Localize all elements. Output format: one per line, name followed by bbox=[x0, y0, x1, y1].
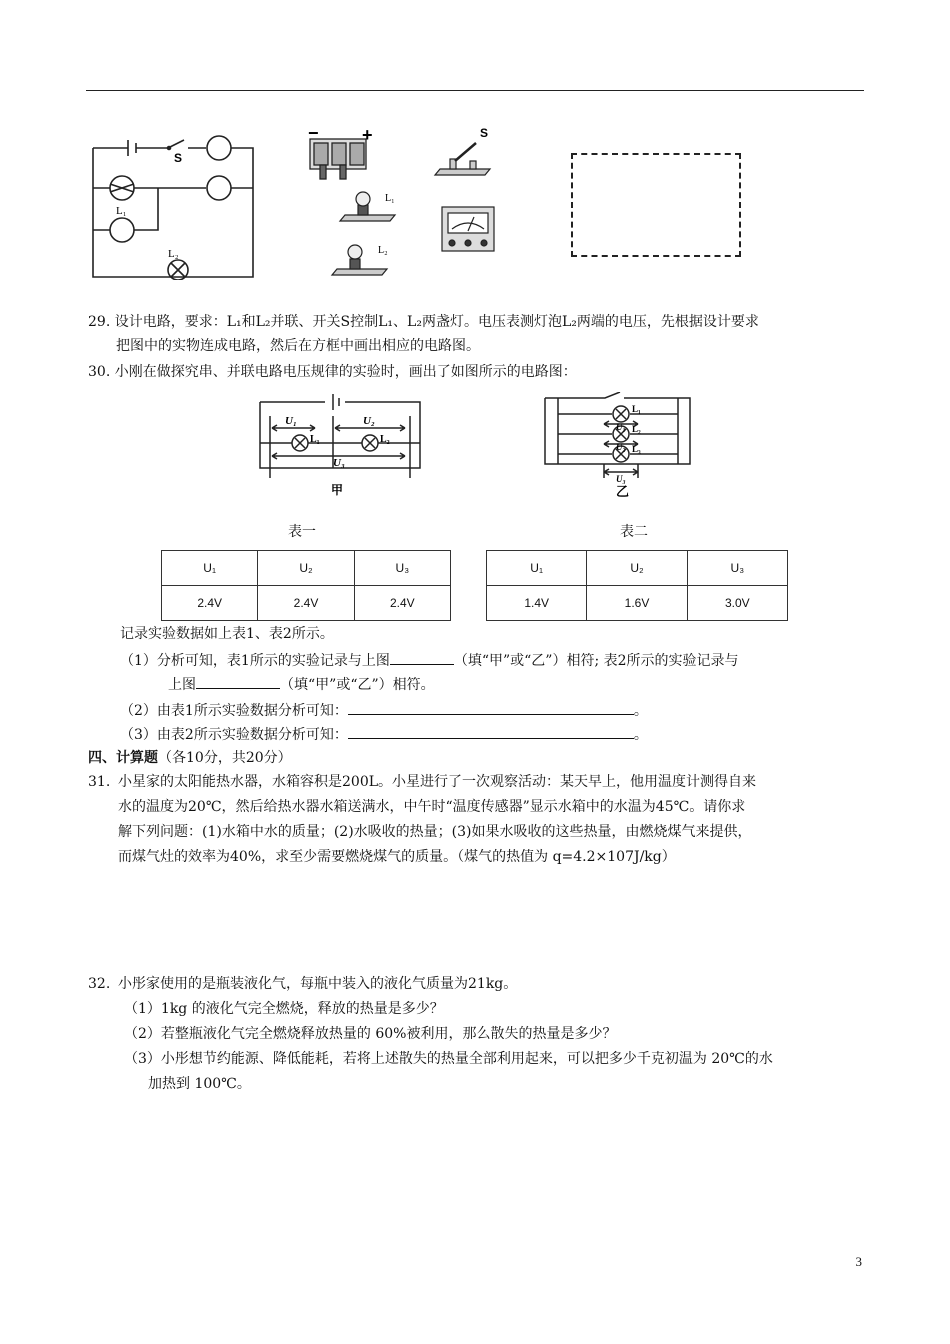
q31-line2: 水的温度为20℃，然后给热水器水箱送满水，中午时“温度传感器”显示水箱中的水温为45℃。请你求 bbox=[118, 799, 746, 815]
q31-line1: 小星家的太阳能热水器，水箱容积是200L。小星进行了一次观察活动：某天早上，他用温度计测得自来 bbox=[118, 774, 757, 790]
table2-header: U₃ bbox=[687, 551, 787, 586]
q31-line3: 解下列问题：(1)水箱中水的质量；(2)水吸收的热量；(3)如果水吸收的这些热量，由燃烧煤气来提供， bbox=[118, 824, 752, 840]
answer-blank-1[interactable] bbox=[390, 650, 454, 665]
yi-u1: U₁ bbox=[616, 422, 626, 432]
q30-sub1-line2 bbox=[168, 674, 435, 695]
jia-l2: L₂ bbox=[380, 434, 390, 445]
q29-line2: 把图中的实物连成电路，然后在方框中画出相应的电路图。 bbox=[116, 338, 480, 354]
q31-number: 31. bbox=[88, 774, 111, 790]
circuit-yi bbox=[540, 392, 700, 502]
bulb-l2-label: L₂ bbox=[378, 245, 388, 256]
table1-cell: 2.4V bbox=[162, 586, 258, 621]
circuit-jia bbox=[255, 390, 425, 500]
jia-u3: U₃ bbox=[333, 457, 345, 469]
q30-sub1-c: 上图 bbox=[168, 677, 196, 693]
q30-intro: 小刚在做探究串、并联电路电压规律的实验时，画出了如图所示的电路图： bbox=[114, 364, 577, 380]
q32-sub3b: 加热到 100℃。 bbox=[148, 1076, 251, 1092]
q29-components bbox=[300, 125, 520, 285]
page-number: 3 bbox=[855, 1254, 862, 1269]
q31-line1-row bbox=[88, 770, 756, 794]
q30-record: 记录实验数据如上表1、表2所示。 bbox=[120, 626, 334, 642]
jia-l1: L₁ bbox=[310, 434, 320, 445]
yi-l1: L₁ bbox=[632, 404, 641, 414]
table1-header: U₁ bbox=[162, 551, 258, 586]
battery-pack-icon bbox=[310, 139, 366, 179]
table1-caption: 表一 bbox=[288, 524, 316, 540]
answer-blank-2[interactable] bbox=[196, 674, 280, 689]
q30-sub2-line bbox=[120, 700, 648, 721]
q32-line1-row bbox=[88, 972, 517, 996]
table1-cell: 2.4V bbox=[258, 586, 354, 621]
q32-sub2: （2）若整瓶液化气完全燃烧释放热量的 60%被利用，那么散失的热量是多少？ bbox=[124, 1026, 617, 1042]
table2-header: U₁ bbox=[487, 551, 587, 586]
table2 bbox=[486, 550, 788, 621]
table2-caption: 表二 bbox=[620, 524, 648, 540]
table1-header-row bbox=[162, 551, 451, 586]
voltmeter-icon bbox=[442, 207, 494, 251]
table1-value-row bbox=[162, 586, 451, 621]
answer-blank-4[interactable] bbox=[348, 724, 634, 739]
fig-l2-label: L₂ bbox=[168, 248, 179, 260]
q30-sub3-line bbox=[120, 724, 648, 745]
yi-l2: L₂ bbox=[632, 424, 641, 434]
jia-u2: U₂ bbox=[363, 415, 375, 427]
yi-u2: U₂ bbox=[616, 442, 626, 452]
section4-heading bbox=[88, 748, 292, 768]
table1 bbox=[161, 550, 451, 621]
yi-l3: L₃ bbox=[632, 444, 641, 454]
q30-intro-line bbox=[88, 362, 577, 382]
answer-blank-3[interactable] bbox=[348, 700, 634, 715]
fig-l1-label: L₁ bbox=[116, 205, 127, 217]
q30-sub2: （2）由表1所示实验数据分析可知： bbox=[120, 703, 348, 719]
plus-label: + bbox=[362, 125, 373, 145]
q32-sub3: （3）小彤想节约能源、降低能耗，若将上述散失的热量全部利用起来，可以把多少千克初温为 20℃的水 bbox=[124, 1051, 773, 1067]
q29-number: 29. bbox=[88, 314, 111, 330]
header-rule bbox=[86, 90, 864, 91]
switch-s-label: S bbox=[480, 126, 489, 140]
q31-line4: 而煤气灶的效率为40%，求至少需要燃烧煤气的质量。（煤气的热值为 q=4.2×107J/kg） bbox=[118, 849, 676, 865]
table1-cell: 2.4V bbox=[354, 586, 450, 621]
q29-line1 bbox=[88, 312, 759, 332]
table1-header: U₂ bbox=[258, 551, 354, 586]
table1-header: U₃ bbox=[354, 551, 450, 586]
answer-box bbox=[571, 153, 741, 257]
yi-u3: U₃ bbox=[616, 474, 626, 484]
q30-number: 30. bbox=[88, 364, 111, 380]
q30-sub1-d: （填“甲”或“乙”）相符。 bbox=[280, 677, 435, 693]
q30-sub1-a: （1）分析可知，表1所示的实验记录与上图 bbox=[120, 653, 390, 669]
table2-cell: 1.4V bbox=[487, 586, 587, 621]
jia-u1: U₁ bbox=[285, 415, 297, 427]
q29-text-1: 设计电路，要求：L₁和L₂并联、开关S控制L₁、L₂两盏灯。电压表测灯泡L₂两端的电压，先根据设计要求 bbox=[114, 314, 759, 330]
q29-circuit-diagram bbox=[88, 130, 258, 280]
table2-value-row bbox=[487, 586, 788, 621]
table2-header-row bbox=[487, 551, 788, 586]
bulb-l1-label: L₁ bbox=[385, 193, 395, 204]
minus-label: − bbox=[308, 125, 319, 143]
section4-title: 四、计算题 bbox=[88, 750, 158, 766]
q30-sub2-end: 。 bbox=[633, 703, 648, 719]
q32-number: 32. bbox=[88, 976, 111, 992]
q32-sub1: （1）1kg 的液化气完全燃烧，释放的热量是多少？ bbox=[124, 1001, 444, 1017]
fig-s-label: S bbox=[174, 151, 183, 165]
q30-sub1-b: （填“甲”或“乙”）相符; 表2所示的实验记录与 bbox=[453, 653, 739, 669]
jia-caption: 甲 bbox=[331, 483, 344, 497]
knife-switch-icon bbox=[435, 143, 490, 175]
table2-cell: 1.6V bbox=[587, 586, 687, 621]
q30-sub3-end: 。 bbox=[633, 727, 648, 743]
yi-caption: 乙 bbox=[616, 485, 630, 500]
table2-header: U₂ bbox=[587, 551, 687, 586]
q32-line1: 小彤家使用的是瓶装液化气，每瓶中装入的液化气质量为21kg。 bbox=[118, 976, 518, 992]
table2-cell: 3.0V bbox=[687, 586, 787, 621]
q30-sub3: （3）由表2所示实验数据分析可知： bbox=[120, 727, 348, 743]
q30-sub1-line1 bbox=[120, 650, 739, 671]
section4-note: （各10分，共20分） bbox=[158, 750, 292, 766]
